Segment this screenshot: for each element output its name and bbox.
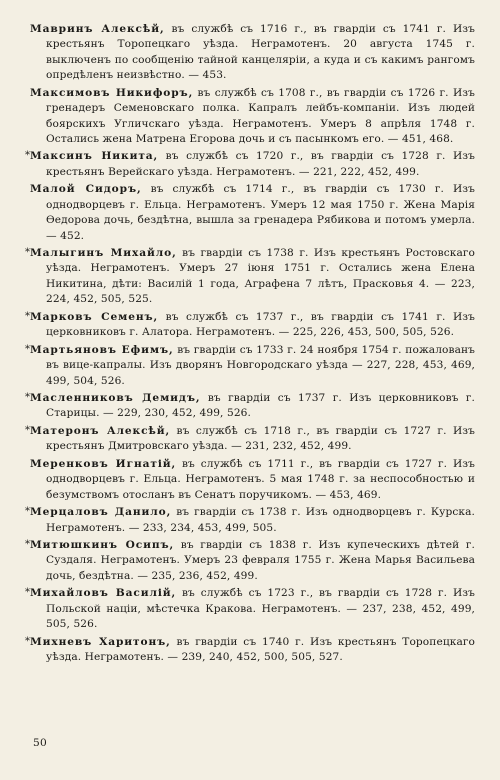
entry-maloi <box>30 182 475 244</box>
entry-text: въ гвардіи съ 1738 г. Изъ крестьянъ Ростовскаго уѣзда. Неграмотенъ. Умеръ 27 іюня 1751 г. Остались жена Елена Никитина, дѣти: Василій 1 года, Аграфена 7 лѣтъ, Прасковья 4. — 223, 224, 452, 505, 525. <box>46 247 475 306</box>
entry-martyanov <box>25 343 475 389</box>
entry-marker: * <box>25 635 31 647</box>
entry-malygin <box>25 246 475 308</box>
entry-name: Митюшкинъ Осипъ, <box>30 539 175 552</box>
entry-mertsalov <box>25 505 475 536</box>
entry-text: въ службѣ съ 1737 г., въ гвардіи съ 1741 г. Изъ церковниковъ г. Алатора. Неграмотенъ. — 225, 226, 453, 500, 505, 526. <box>46 310 476 339</box>
entry-text: въ службѣ съ 1708 г., въ гвардіи съ 1726 г. Изъ гренадеръ Семеновскаго полка. Капралъ лейбъ-компаніи. Изъ людей боярскихъ Угличскаго уѣзда. Неграмотенъ. Умеръ 8 апрѣля 1748 г. Остались жена Матрена Егорова дочь и съ пасынкомъ его. — 451, 468. <box>46 86 476 145</box>
entry-text: въ службѣ съ 1718 г., въ гвардіи съ 1727 г. Изъ крестьянъ Дмитровскаго уѣзда. — 231, 232, 452, 499. <box>46 424 476 453</box>
entry-text: въ службѣ съ 1720 г., въ гвардіи съ 1728 г. Изъ крестьянъ Верейскаго уѣзда. Неграмотенъ. — 221, 222, 452, 499. <box>46 150 476 178</box>
entry-mikhailov <box>25 586 476 632</box>
entry-mityushkin <box>25 538 475 584</box>
entry-name: Мерцаловъ Данило, <box>30 506 172 519</box>
entry-name: Мартьяновъ Ефимъ, <box>30 343 174 356</box>
page-number: 50 <box>33 737 48 749</box>
entry-name: Малой Сидоръ, <box>30 183 142 196</box>
entry-marker: * <box>25 343 31 355</box>
entry-name: Михневъ Харитонъ, <box>30 635 171 648</box>
entry-name: Мавринъ Алексѣй, <box>30 23 165 35</box>
entry-marker: * <box>25 247 31 259</box>
entry-maksin <box>25 149 476 180</box>
entry-name: Малыгинъ Михайло, <box>30 247 177 260</box>
entry-marker: * <box>25 424 31 436</box>
entry-text: въ гвардіи съ 1733 г. 24 ноября 1754 г. пожалованъ въ вице-капралы. Изъ дворянъ Новгородскаго уѣзда — 227, 228, 453, 469, 499, 504, 526. <box>46 343 475 387</box>
entry-marker: * <box>25 587 31 599</box>
entry-merenkov <box>30 457 475 503</box>
entry-text: въ гвардіи съ 1740 г. Изъ крестьянъ Торопецкаго уѣзда. Неграмотенъ. — 239, 240, 452, 500, 505, 527. <box>46 635 475 664</box>
entry-text: въ службѣ съ 1711 г., въ гвардіи съ 1727 г. Изъ однодворцевъ г. Ельца. Неграмотенъ. 5 мая 1748 г. за неспособностью и безумствомъ отосланъ въ Сенатъ поручикомъ. — 453, 469. <box>46 457 476 501</box>
entry-marker: * <box>25 506 31 518</box>
entry-text: въ службѣ съ 1716 г., въ гвардіи съ 1741 г. Изъ крестьянъ Торопецкаго уѣзда. Неграмотенъ. 20 августа 1745 г. выключенъ по сообщенію тайной канцеляріи, а куда и съ какимъ рангомъ опредѣленъ неизвѣстно. — 453. <box>46 23 476 82</box>
entry-markov <box>25 310 476 341</box>
entry-name: Максинъ Никита, <box>30 150 159 163</box>
entry-marker: * <box>25 150 31 162</box>
entry-text: въ гвардіи съ 1738 г. Изъ однодворцевъ г. Курска. Неграмотенъ. — 233, 234, 453, 499, 505. <box>46 506 475 534</box>
entry-text: въ гвардіи съ 1838 г. Изъ купеческихъ дѣтей г. Суздаля. Неграмотенъ. Умеръ 23 февраля 1755 г. Жена Марья Васильева дочь, бездѣтна. — 235, 236, 452, 499. <box>46 539 475 582</box>
entry-text: въ службѣ съ 1723 г., въ гвардіи съ 1728 г. Изъ Польской націи, мѣстечка Кракова. Неграмотенъ. — 237, 238, 452, 499, 505, 526. <box>46 587 476 631</box>
entry-maslennikov <box>25 391 475 422</box>
entry-text: въ службѣ съ 1714 г., въ гвардіи съ 1730 г. Изъ однодворцевъ г. Ельца. Неграмотенъ. Умеръ 12 мая 1750 г. Жена Марія Өедорова дочь, бездѣтна, вышла за гренадера Рябикова и потомъ умерла. — 452. <box>46 183 476 242</box>
entry-materon <box>25 424 476 455</box>
entry-marker: * <box>25 392 31 403</box>
entry-marker: * <box>25 539 31 551</box>
entry-maksimov <box>30 86 475 148</box>
entry-name: Марковъ Семенъ, <box>30 310 159 323</box>
entry-name: Матеронъ Алексѣй, <box>30 424 171 437</box>
page-body <box>25 22 476 668</box>
entry-marker: * <box>25 310 31 322</box>
entry-name: Михайловъ Василій, <box>30 587 177 600</box>
entry-name: Масленниковъ Демидъ, <box>30 392 201 404</box>
entry-mavrin <box>30 22 475 84</box>
entry-name: Меренковъ Игнатій, <box>30 457 177 470</box>
entry-name: Максимовъ Никифоръ, <box>30 86 194 99</box>
entry-text: въ гвардіи съ 1737 г. Изъ церковниковъ г. Старицы. — 229, 230, 452, 499, 526. <box>46 392 475 420</box>
entry-mikhnev <box>25 635 475 666</box>
